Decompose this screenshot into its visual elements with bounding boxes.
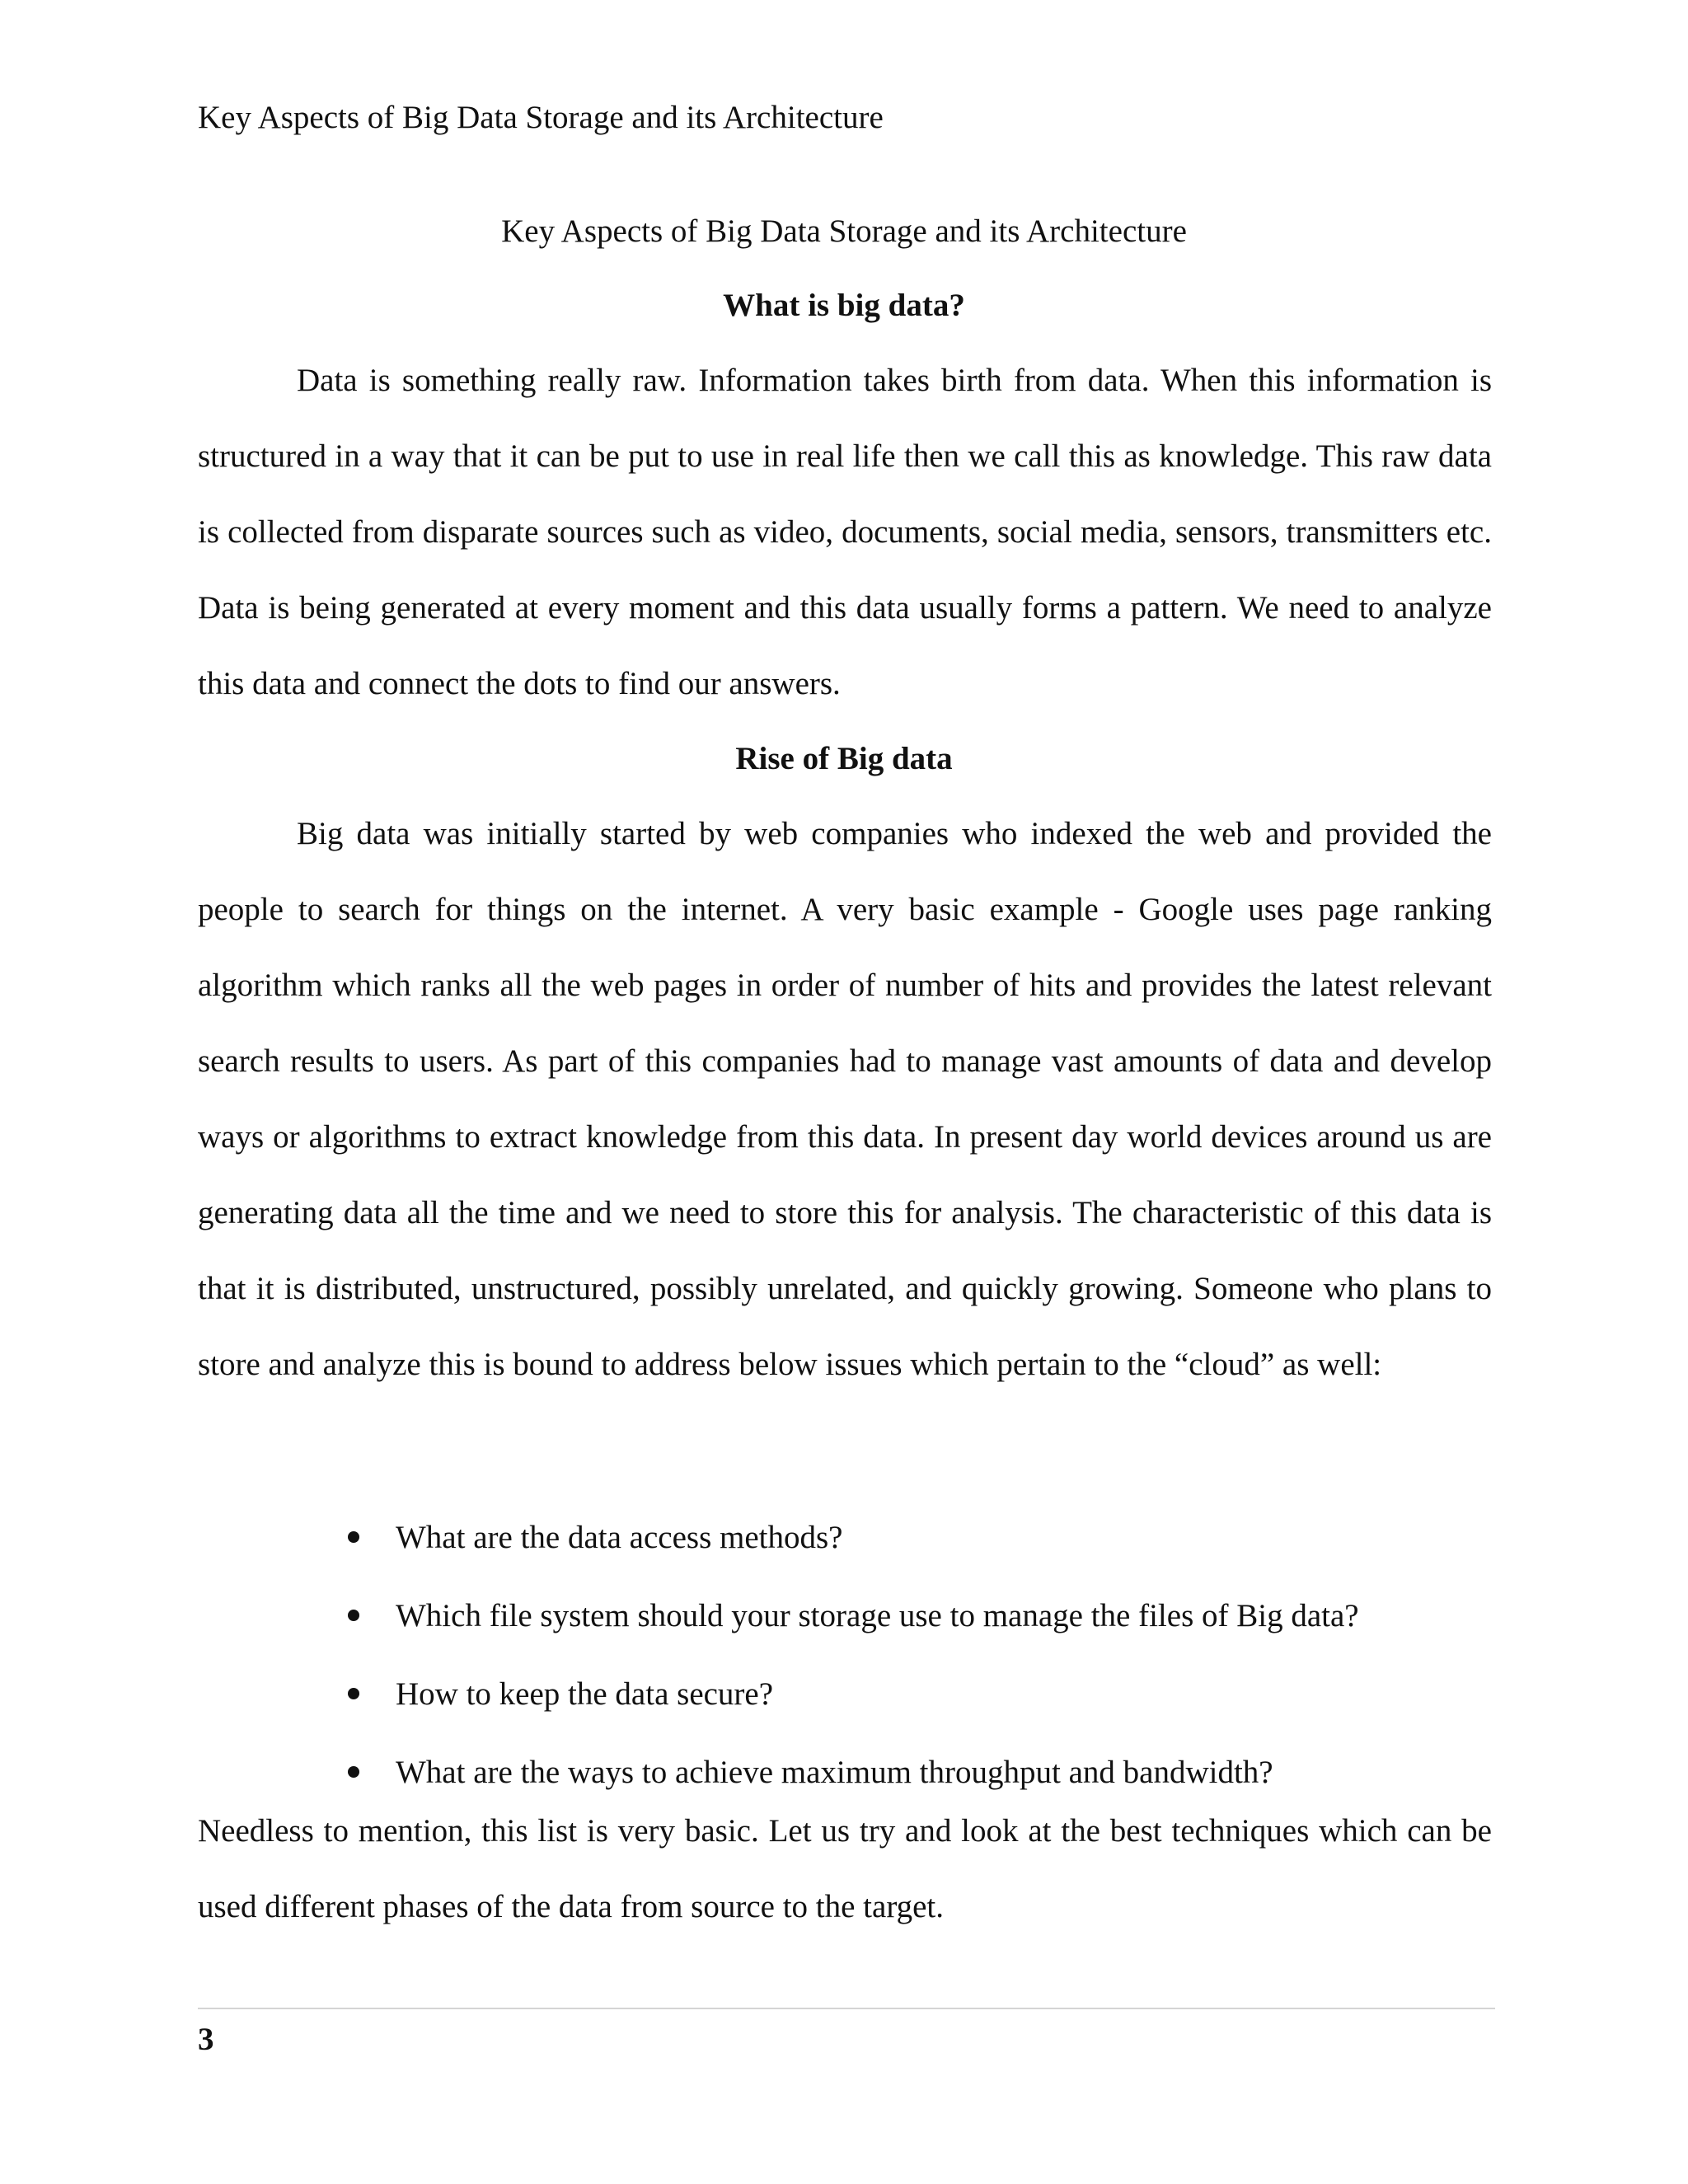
bullet-item — [346, 1655, 1359, 1733]
bullet-item — [346, 1498, 1359, 1577]
bullet-item — [346, 1577, 1359, 1655]
paragraph-rise-of-big-data: Big data was initially started by web companies who indexed the web and provided the people to search for things on the internet. A very basic example - Google uses page ranking algorithm which ranks all the web pages in order of number of hits and provides the latest relevant search results to users. As part of this companies had to manage vast amounts of data and develop ways or algorithms to extract knowledge from this data. In present day world devices around us are generating data all the time and we need to store this for analysis. The characteristic of this data is that it is distributed, unstructured, possibly unrelated, and quickly growing. Someone who plans to store and analyze this is bound to address below issues which pertain to the “cloud” as well: — [198, 816, 1492, 1382]
bullet-text: Which file system should your storage use to manage the files of Big data? — [396, 1598, 1359, 1633]
running-header: Key Aspects of Big Data Storage and its Architecture — [198, 100, 884, 135]
bullet-dot-icon — [348, 1531, 359, 1543]
bullet-text: How to keep the data secure? — [396, 1676, 774, 1712]
bullet-dot-icon — [348, 1688, 359, 1699]
footer-divider — [198, 2008, 1495, 2009]
section-heading-rise-of-big-data: Rise of Big data — [735, 741, 953, 776]
bullet-dot-icon — [348, 1766, 359, 1778]
paragraph-what-is-big-data: Data is something really raw. Information takes birth from data. When this information is structured in a way that it can be put to use in real life then we call this as knowledge. This raw data is collected from disparate sources such as video, documents, social media, sensors, transmitters etc. Data is being generated at every moment and this data usually forms a pattern. We need to analyze this data and connect the dots to find our answers. — [198, 363, 1492, 701]
bullet-dot-icon — [348, 1610, 359, 1621]
document-title: Key Aspects of Big Data Storage and its Architecture — [501, 213, 1187, 249]
section-heading-what-is-big-data: What is big data? — [723, 288, 965, 323]
issues-bullet-list — [346, 1498, 1359, 1811]
bullet-text: What are the data access methods? — [396, 1520, 843, 1555]
page-number: 3 — [198, 2022, 214, 2057]
closing-paragraph: Needless to mention, this list is very basic. Let us try and look at the best techniques which can be used different phases of the data from source to the target. — [198, 1813, 1492, 1924]
bullet-text: What are the ways to achieve maximum throughput and bandwidth? — [396, 1755, 1273, 1790]
